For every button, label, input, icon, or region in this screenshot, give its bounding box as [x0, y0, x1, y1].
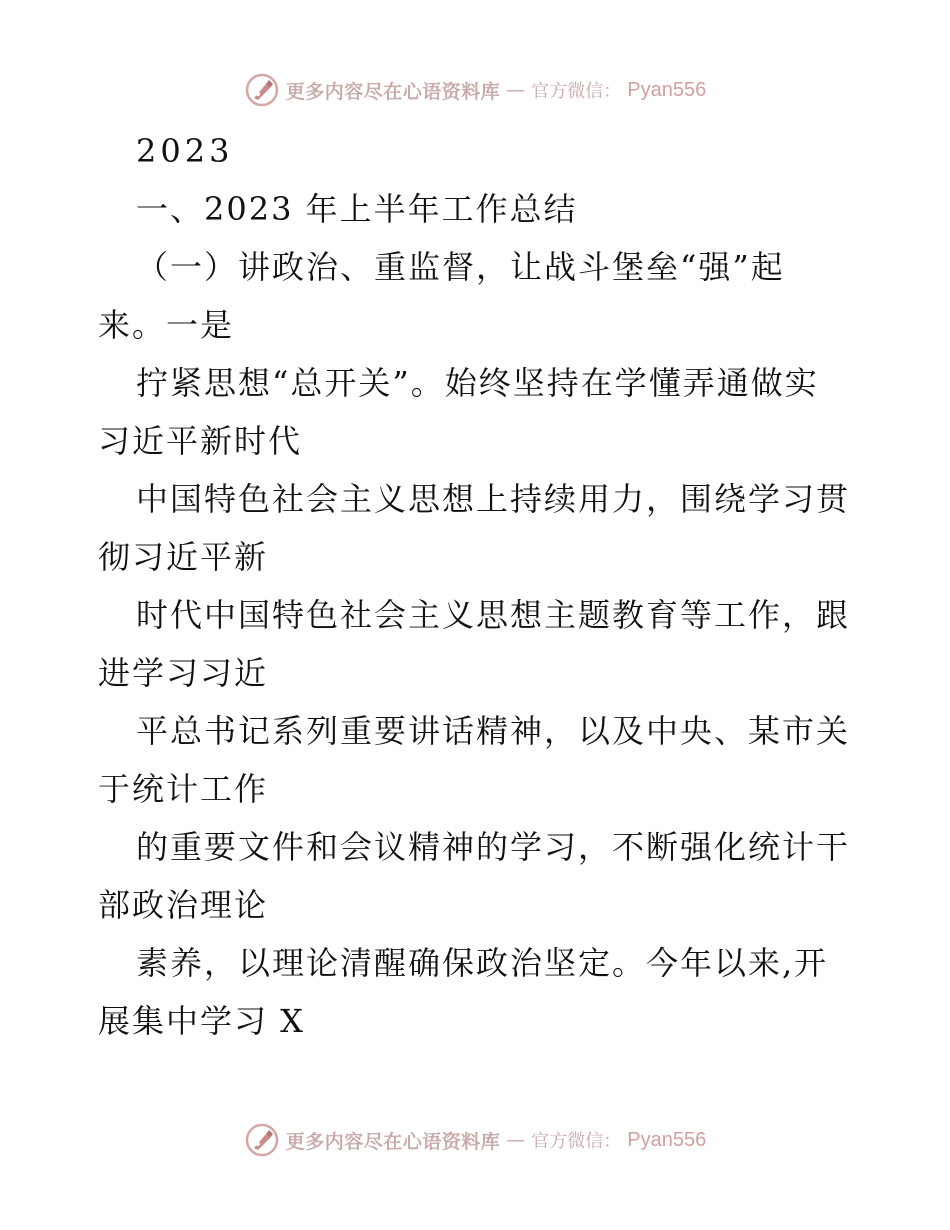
- watermark-wechat-id: Pyan556: [627, 1128, 707, 1151]
- doc-line: 平总书记系列重要讲话精神，以及中央、某市关: [136, 712, 851, 750]
- doc-line: 彻习近平新: [98, 538, 269, 576]
- document-body: [98, 122, 858, 1050]
- doc-line: 2023: [136, 132, 234, 170]
- watermark-wechat-id: Pyan556: [627, 78, 707, 101]
- watermark-site-text: 更多内容尽在心语资料库: [285, 80, 501, 103]
- doc-line: 进学习习近: [98, 654, 269, 692]
- doc-line: 来。一是: [98, 306, 235, 344]
- doc-line: 部政治理论: [98, 886, 269, 924]
- doc-line: 中国特色社会主义思想上持续用力，围绕学习贯: [136, 480, 851, 518]
- header-watermark: [0, 70, 950, 110]
- watermark-label: 官方微信：: [531, 81, 622, 102]
- doc-line: 的重要文件和会议精神的学习，不断强化统计干: [136, 828, 851, 866]
- doc-line: 拧紧思想“总开关”。始终坚持在学懂弄通做实: [136, 364, 819, 402]
- watermark-dash: —: [506, 1129, 526, 1151]
- doc-line: （一）讲政治、重监督，让战斗堡垒“强”起: [136, 248, 785, 286]
- watermark-dash: —: [506, 79, 526, 101]
- doc-line: 于统计工作: [98, 770, 269, 808]
- doc-line: 习近平新时代: [98, 422, 303, 460]
- pen-nib-circle-icon: [244, 72, 280, 108]
- doc-line: 时代中国特色社会主义思想主题教育等工作，跟: [136, 596, 851, 634]
- watermark-site-text: 更多内容尽在心语资料库: [285, 1130, 501, 1153]
- doc-line: 一、2023 年上半年工作总结: [136, 190, 578, 228]
- doc-line: 展集中学习 X: [98, 1002, 305, 1040]
- watermark-label: 官方微信：: [531, 1131, 622, 1152]
- pen-nib-circle-icon: [244, 1122, 280, 1158]
- footer-watermark: [0, 1120, 950, 1160]
- doc-line: 素养，以理论清醒确保政治坚定。今年以来,开: [136, 944, 829, 982]
